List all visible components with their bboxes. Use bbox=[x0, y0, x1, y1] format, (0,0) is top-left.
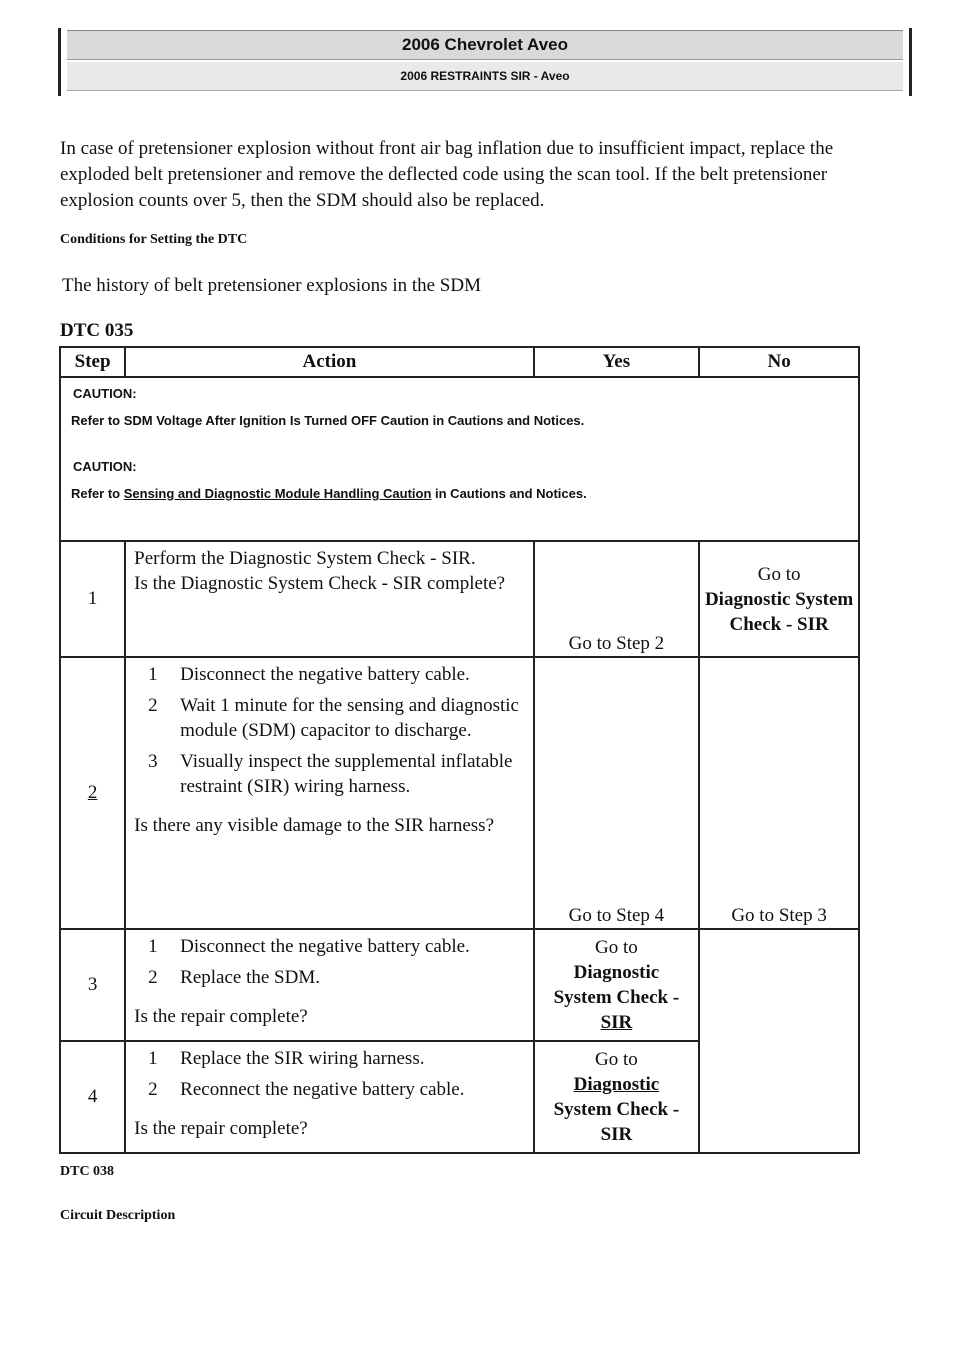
table-row-step-2 bbox=[60, 657, 859, 929]
item-text: Disconnect the negative battery cable. bbox=[180, 936, 470, 957]
circuit-description-heading: Circuit Description bbox=[60, 1208, 176, 1223]
list-item bbox=[148, 1046, 526, 1071]
action-list bbox=[134, 662, 526, 799]
list-item bbox=[148, 749, 526, 799]
table-header-row bbox=[60, 347, 859, 377]
action-question: Is the Diagnostic System Check - SIR complete? bbox=[134, 573, 506, 594]
diagnostic-system-check-link[interactable]: Diagnostic System Check - SIR bbox=[704, 588, 854, 635]
item-text: Wait 1 minute for the sensing and diagnostic module (SDM) capacitor to discharge. bbox=[180, 695, 519, 741]
system-check-text[interactable]: System Check - bbox=[553, 987, 680, 1008]
item-number: 2 bbox=[148, 1079, 158, 1100]
diagnostic-table bbox=[59, 346, 860, 1154]
action-text: Perform the Diagnostic System Check - SIR. bbox=[134, 548, 476, 569]
step-yes: Go to Step 4 bbox=[534, 657, 700, 929]
step-yes: Go to Step 2 bbox=[534, 541, 700, 657]
item-number: 1 bbox=[148, 936, 158, 957]
step-no: Go to Step 3 bbox=[699, 657, 859, 929]
table-row-step-1 bbox=[60, 541, 859, 657]
step-2-number: 2 bbox=[87, 782, 98, 803]
caution-title-2: CAUTION: bbox=[73, 459, 137, 474]
system-check-text[interactable]: System Check - bbox=[553, 1099, 680, 1120]
step-action bbox=[125, 1041, 533, 1153]
step-number: 4 bbox=[60, 1041, 125, 1153]
step-yes bbox=[534, 929, 700, 1041]
caution-prefix: Refer to bbox=[71, 486, 124, 501]
step-action bbox=[125, 657, 533, 929]
caution-cell bbox=[60, 377, 859, 541]
sir-link[interactable]: SIR bbox=[600, 1124, 633, 1145]
step-number: 3 bbox=[60, 929, 125, 1041]
action-list bbox=[134, 1046, 526, 1102]
item-number: 2 bbox=[148, 967, 158, 988]
action-question: Is the repair complete? bbox=[134, 1006, 308, 1027]
header-no: No bbox=[699, 347, 859, 377]
caution-suffix: in Cautions and Notices. bbox=[431, 486, 587, 501]
action-question: Is there any visible damage to the SIR harness? bbox=[134, 815, 494, 836]
header-action: Action bbox=[125, 347, 533, 377]
item-number: 3 bbox=[148, 751, 158, 772]
item-text: Replace the SIR wiring harness. bbox=[180, 1048, 425, 1069]
diagnostic-link-text[interactable]: Diagnostic bbox=[573, 1074, 660, 1095]
item-number: 1 bbox=[148, 1048, 158, 1069]
header-subtitle: 2006 RESTRAINTS SIR - Aveo bbox=[67, 62, 903, 91]
document-header bbox=[58, 28, 912, 96]
yes-goto: Go to bbox=[595, 1049, 638, 1070]
step-number: 1 bbox=[60, 541, 125, 657]
item-text: Visually inspect the supplemental inflatable restraint (SIR) wiring harness. bbox=[180, 751, 513, 797]
header-title: 2006 Chevrolet Aveo bbox=[67, 30, 903, 60]
next-dtc-heading: DTC 038 bbox=[60, 1164, 115, 1179]
step-action bbox=[125, 541, 533, 657]
diagnostic-link-text[interactable]: Diagnostic bbox=[573, 962, 660, 983]
action-list bbox=[134, 934, 526, 990]
sir-link[interactable]: SIR bbox=[600, 1012, 633, 1033]
conditions-heading: Conditions for Setting the DTC bbox=[60, 232, 248, 247]
header-yes: Yes bbox=[534, 347, 700, 377]
intro-paragraph: In case of pretensioner explosion without front air bag inflation due to insufficient impact, replace the exploded belt pretensioner and remove the deflected code using the scan tool. If the belt pretensioner explosion counts over 5, then the SDM should also be replaced. bbox=[60, 138, 834, 211]
item-number: 1 bbox=[148, 664, 158, 685]
list-item bbox=[148, 1077, 526, 1102]
list-item bbox=[148, 662, 526, 687]
dtc-title: DTC 035 bbox=[60, 320, 134, 341]
step-action bbox=[125, 929, 533, 1041]
step-no bbox=[699, 541, 859, 657]
caution-title: CAUTION: bbox=[73, 386, 137, 401]
table-row-step-3 bbox=[60, 929, 859, 1041]
sdm-handling-caution-link[interactable]: Sensing and Diagnostic Module Handling Caution bbox=[123, 486, 432, 501]
step-yes bbox=[534, 1041, 700, 1153]
history-text: The history of belt pretensioner explosions in the SDM bbox=[62, 275, 481, 296]
item-text: Reconnect the negative battery cable. bbox=[180, 1079, 465, 1100]
item-text: Disconnect the negative battery cable. bbox=[180, 664, 470, 685]
step-number bbox=[60, 657, 125, 929]
item-number: 2 bbox=[148, 695, 158, 716]
list-item bbox=[148, 934, 526, 959]
item-text: Replace the SDM. bbox=[180, 967, 320, 988]
list-item bbox=[148, 693, 526, 743]
yes-goto: Go to bbox=[595, 937, 638, 958]
caution-body-2 bbox=[71, 486, 691, 502]
caution-body: Refer to SDM Voltage After Ignition Is Turned OFF Caution in Cautions and Notices. bbox=[71, 413, 585, 428]
action-question: Is the repair complete? bbox=[134, 1118, 308, 1139]
no-goto: Go to bbox=[757, 563, 801, 585]
step-no-empty bbox=[699, 929, 859, 1153]
header-step: Step bbox=[60, 347, 125, 377]
list-item bbox=[148, 965, 526, 990]
caution-row bbox=[60, 377, 859, 541]
